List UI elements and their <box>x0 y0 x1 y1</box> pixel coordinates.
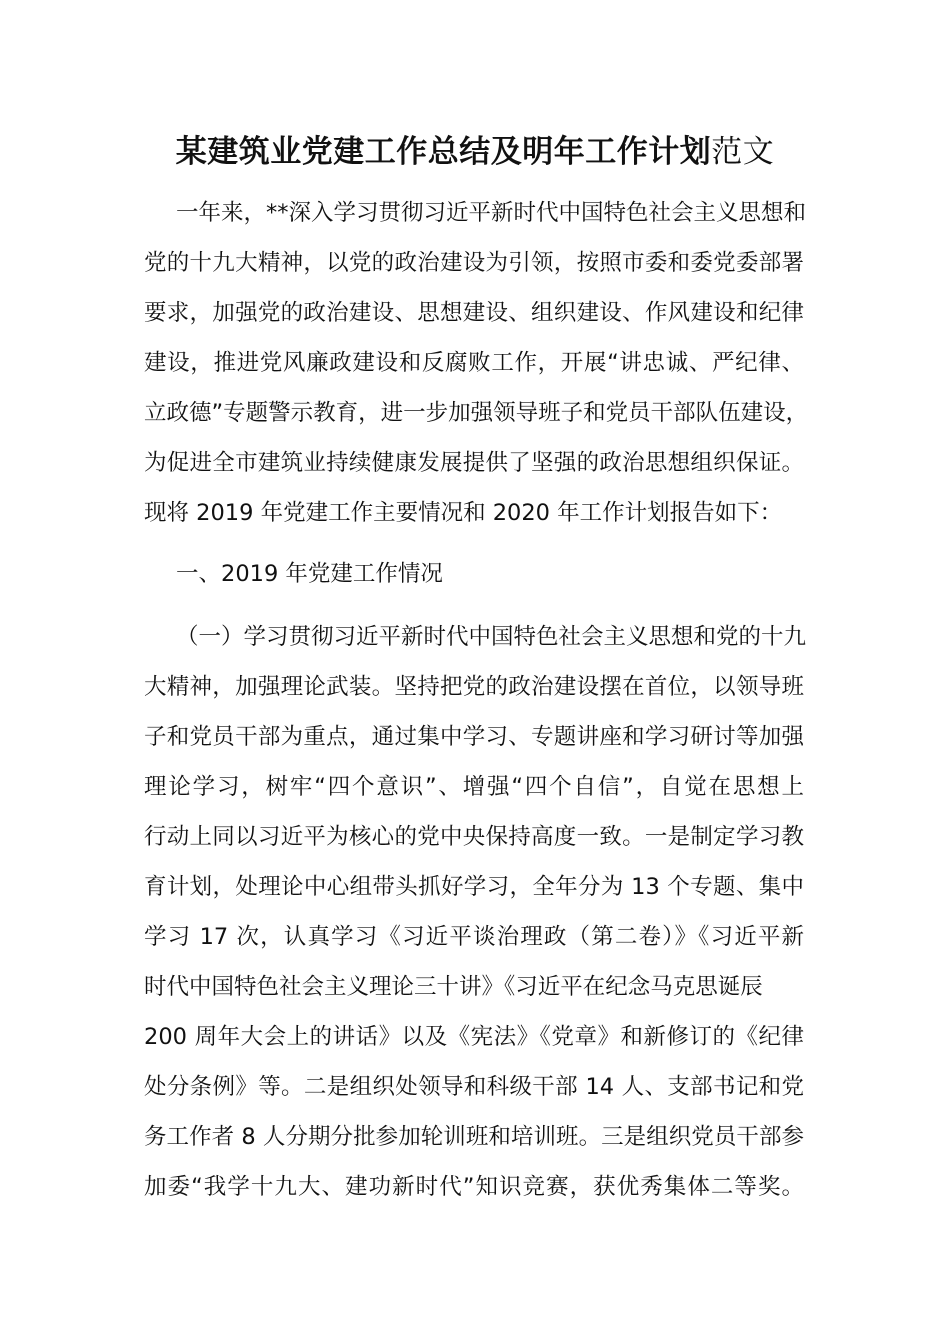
paragraph2-line: 行动上同以习近平为核心的党中央保持高度一致。一是制定学习教 <box>144 824 804 850</box>
paragraph1-line: 立政德”专题警示教育，进一步加强领导班子和党员干部队伍建设， <box>144 400 809 426</box>
paragraph1-line: 建设，推进党风廉政建设和反腐败工作，开展“讲忠诚、严纪律、 <box>144 350 804 376</box>
paragraph2-line: （一）学习贯彻习近平新时代中国特色社会主义思想和党的十九 <box>176 624 807 650</box>
paragraph1-line: 为促进全市建筑业持续健康发展提供了坚强的政治思想组织保证。 <box>144 450 804 476</box>
paragraph1-line: 一年来，**深入学习贯彻习近平新时代中国特色社会主义思想和 <box>176 200 807 226</box>
paragraph1-line: 党的十九大精神，以党的政治建设为引领，按照市委和委党委部署 <box>144 250 804 276</box>
paragraph2-line: 大精神，加强理论武装。坚持把党的政治建设摆在首位，以领导班 <box>144 674 804 700</box>
paragraph2-line: 理论学习，树牢“四个意识”、增强“四个自信”，自觉在思想上 <box>144 774 804 800</box>
paragraph2-line: 加委“我学十九大、建功新时代”知识竞赛，获优秀集体二等奖。 <box>144 1174 804 1200</box>
paragraph1-line: 要求，加强党的政治建设、思想建设、组织建设、作风建设和纪律 <box>144 300 804 326</box>
title-plain-part: 范文 <box>711 134 775 170</box>
paragraph2-line: 200 周年大会上的讲话》以及《宪法》《党章》和新修订的《纪律 <box>144 1024 804 1050</box>
paragraph2-line: 学习 17 次，认真学习《习近平谈治理政（第二卷）》《习近平新 <box>144 924 804 950</box>
paragraph2-line: 处分条例》等。二是组织处领导和科级干部 14 人、支部书记和党 <box>144 1074 804 1100</box>
title-bold-part: 某建筑业党建工作总结及明年工作计划 <box>175 134 712 170</box>
paragraph2-line: 育计划，处理论中心组带头抓好学习，全年分为 13 个专题、集中 <box>144 874 804 900</box>
paragraph1-line: 现将 2019 年党建工作主要情况和 2020 年工作计划报告如下： <box>144 500 783 526</box>
paragraph2-line: 务工作者 8 人分期分批参加轮训班和培训班。三是组织党员干部参 <box>144 1124 804 1150</box>
document-title <box>0 130 950 174</box>
section-heading: 一、2019 年党建工作情况 <box>176 561 443 587</box>
paragraph2-line: 时代中国特色社会主义理论三十讲》《习近平在纪念马克思诞辰 <box>144 974 763 1000</box>
paragraph2-line: 子和党员干部为重点，通过集中学习、专题讲座和学习研讨等加强 <box>144 724 804 750</box>
